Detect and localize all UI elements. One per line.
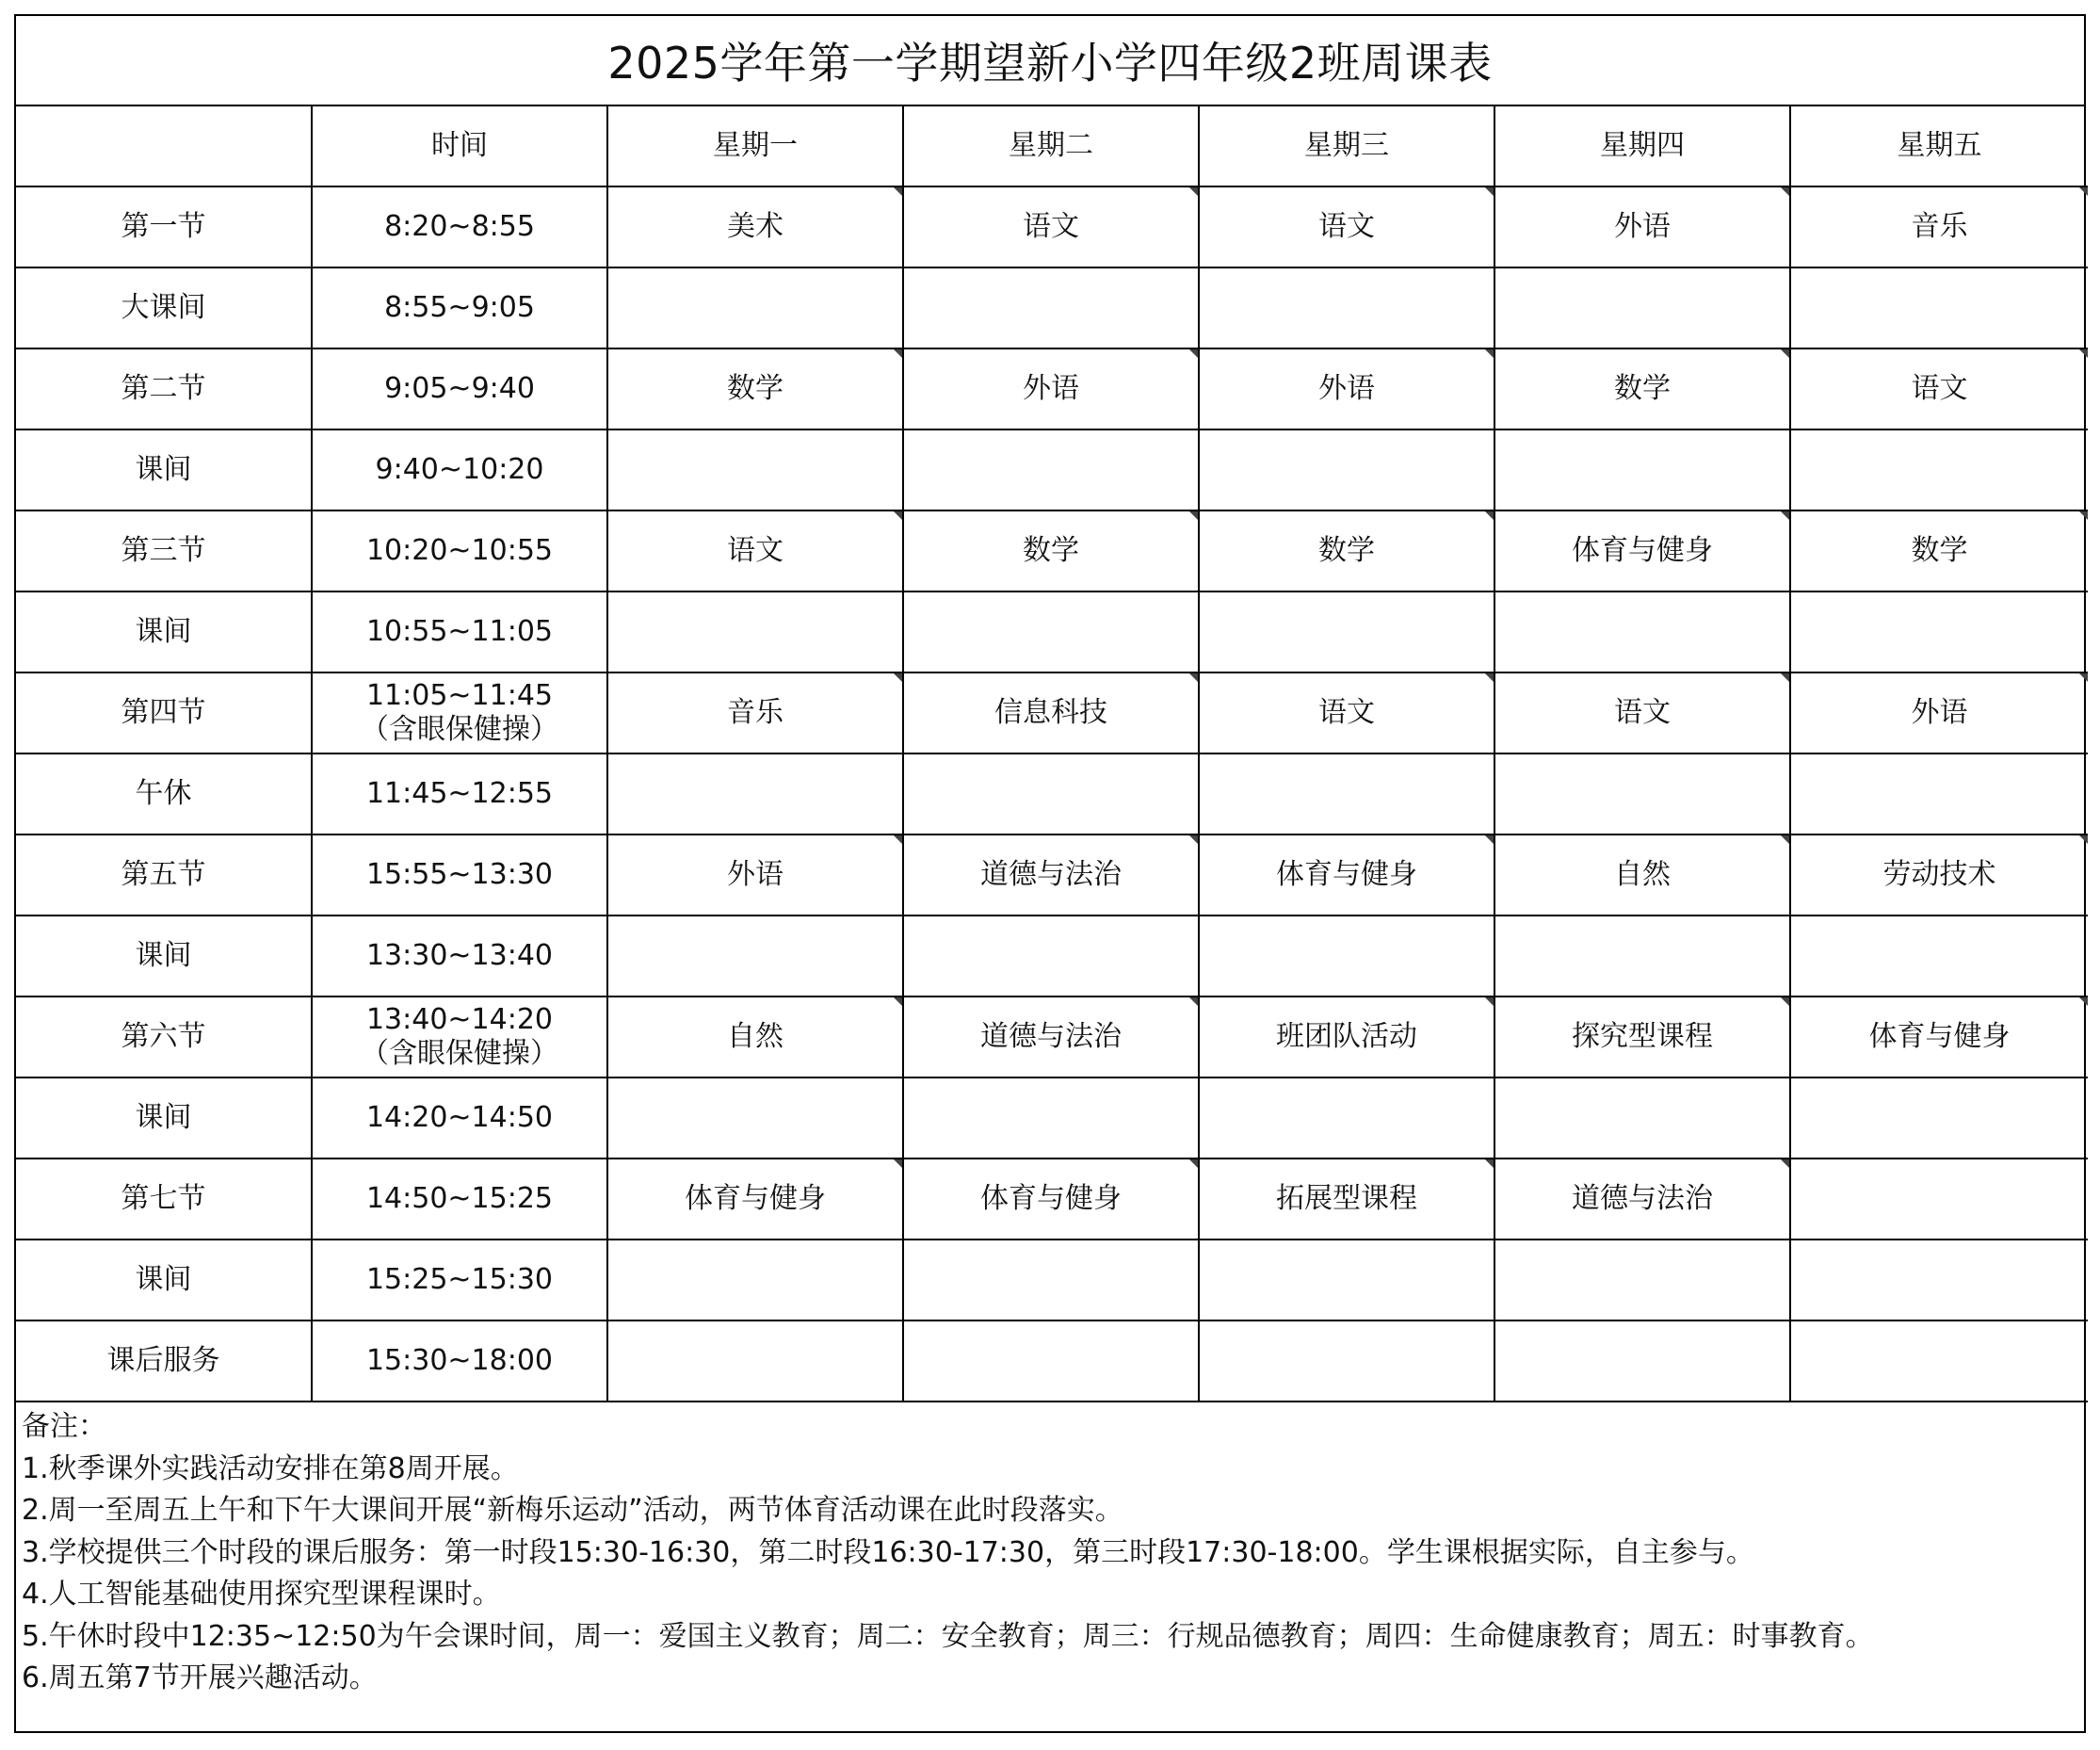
subject-cell-wednesday [1199, 916, 1494, 997]
subject-cell-thursday: 外语 [1494, 186, 1790, 267]
subject-cell-monday: 语文 [607, 510, 903, 591]
subject-cell-thursday [1494, 591, 1790, 672]
subject-cell-monday: 外语 [607, 834, 903, 916]
comment-marker-icon [1485, 511, 1494, 520]
schedule-row [16, 429, 2088, 510]
note-line: 1.秋季课外实践活动安排在第8周开展。 [22, 1451, 519, 1485]
comment-marker-icon [1781, 1159, 1789, 1168]
period-label: 第三节 [16, 510, 312, 591]
schedule-row [16, 1240, 2088, 1321]
comment-marker-icon [1485, 349, 1494, 358]
note-line: 2.周一至周五上午和下午大课间开展“新梅乐运动”活动，两节体育活动课在此时段落实。 [22, 1494, 1123, 1527]
subject-cell-tuesday [903, 429, 1199, 510]
period-label: 课间 [16, 1240, 312, 1321]
period-label: 课后服务 [16, 1321, 312, 1402]
subject-cell-wednesday: 语文 [1199, 672, 1494, 753]
period-label: 第二节 [16, 348, 312, 429]
schedule-row [16, 510, 2088, 591]
header-day-thursday: 星期四 [1494, 106, 1790, 186]
comment-marker-icon [1189, 1159, 1198, 1168]
time-range: 15:30~18:00 [365, 1344, 554, 1377]
subject-cell-wednesday: 体育与健身 [1199, 834, 1494, 916]
subject-cell-friday [1790, 591, 2088, 672]
subject-cell-friday [1790, 1159, 2088, 1240]
period-time [312, 753, 607, 834]
header-day-friday: 星期五 [1790, 106, 2088, 186]
comment-marker-icon [2079, 511, 2088, 520]
subject-cell-thursday: 自然 [1494, 834, 1790, 916]
subject-cell-monday [607, 1078, 903, 1159]
comment-marker-icon [1189, 187, 1198, 196]
time-range: 14:50~15:25 [365, 1182, 554, 1215]
comment-marker-icon [1189, 673, 1198, 682]
subject-cell-thursday [1494, 1321, 1790, 1402]
period-label: 大课间 [16, 267, 312, 348]
period-label: 课间 [16, 591, 312, 672]
period-label: 午休 [16, 753, 312, 834]
comment-marker-icon [1485, 835, 1494, 844]
notes-heading: 备注： [22, 1410, 106, 1443]
subject-cell-monday [607, 1321, 903, 1402]
period-label: 课间 [16, 429, 312, 510]
subject-cell-tuesday [903, 267, 1199, 348]
time-range: 13:40~14:20 [365, 1003, 554, 1036]
comment-marker-icon [2079, 187, 2088, 196]
comment-marker-icon [1189, 997, 1198, 1006]
subject-cell-wednesday [1199, 753, 1494, 834]
header-day-monday: 星期一 [607, 106, 903, 186]
header-row [16, 106, 2088, 186]
header-blank-cell [16, 106, 312, 186]
comment-marker-icon [1189, 835, 1198, 844]
period-label: 第一节 [16, 186, 312, 267]
comment-marker-icon [1485, 997, 1494, 1006]
comment-marker-icon [1189, 511, 1198, 520]
subject-cell-monday [607, 429, 903, 510]
comment-marker-icon [1485, 187, 1494, 196]
note-line: 5.午休时段中12:35~12:50为午会课时间，周一：爱国主义教育；周二：安全教育；周三：行规品德教育；周四：生命健康教育；周五：时事教育。 [22, 1619, 1874, 1653]
subject-cell-wednesday: 数学 [1199, 510, 1494, 591]
comment-marker-icon [894, 511, 902, 520]
comment-marker-icon [1485, 673, 1494, 682]
time-range: 10:20~10:55 [365, 534, 554, 567]
subject-cell-thursday [1494, 916, 1790, 997]
subject-cell-friday [1790, 1321, 2088, 1402]
comment-marker-icon [1485, 1159, 1494, 1168]
schedule-row [16, 1321, 2088, 1402]
comment-marker-icon [1781, 835, 1789, 844]
subject-cell-tuesday [903, 1321, 1199, 1402]
subject-cell-friday: 语文 [1790, 348, 2088, 429]
subject-cell-wednesday: 语文 [1199, 186, 1494, 267]
subject-cell-thursday: 探究型课程 [1494, 997, 1790, 1078]
period-label: 课间 [16, 1078, 312, 1159]
subject-cell-monday: 音乐 [607, 672, 903, 753]
schedule-row [16, 348, 2088, 429]
notes-section [16, 1402, 2084, 1700]
subject-cell-tuesday: 语文 [903, 186, 1199, 267]
note-line: 6.周五第7节开展兴趣活动。 [22, 1661, 378, 1694]
period-time [312, 510, 607, 591]
subject-cell-friday [1790, 267, 2088, 348]
subject-cell-monday: 美术 [607, 186, 903, 267]
period-time [312, 672, 607, 753]
schedule-row [16, 267, 2088, 348]
time-note: （含眼保健操） [361, 713, 558, 746]
time-range: 9:40~10:20 [375, 453, 544, 486]
subject-cell-friday [1790, 1240, 2088, 1321]
time-range: 14:20~14:50 [365, 1101, 554, 1134]
comment-marker-icon [1781, 349, 1789, 358]
schedule-row [16, 186, 2088, 267]
subject-cell-tuesday: 道德与法治 [903, 834, 1199, 916]
subject-cell-friday [1790, 753, 2088, 834]
subject-cell-tuesday: 道德与法治 [903, 997, 1199, 1078]
subject-cell-monday [607, 591, 903, 672]
period-label: 第六节 [16, 997, 312, 1078]
header-time: 时间 [312, 106, 607, 186]
subject-cell-wednesday [1199, 267, 1494, 348]
subject-cell-tuesday [903, 753, 1199, 834]
subject-cell-friday: 数学 [1790, 510, 2088, 591]
period-label: 第五节 [16, 834, 312, 916]
period-label: 第七节 [16, 1159, 312, 1240]
subject-cell-friday: 音乐 [1790, 186, 2088, 267]
comment-marker-icon [894, 673, 902, 682]
period-time [312, 1321, 607, 1402]
period-time [312, 916, 607, 997]
comment-marker-icon [894, 187, 902, 196]
subject-cell-thursday: 道德与法治 [1494, 1159, 1790, 1240]
period-time [312, 1078, 607, 1159]
subject-cell-tuesday [903, 916, 1199, 997]
subject-cell-wednesday: 拓展型课程 [1199, 1159, 1494, 1240]
comment-marker-icon [2079, 835, 2088, 844]
period-time [312, 429, 607, 510]
comment-marker-icon [894, 349, 902, 358]
period-label: 第四节 [16, 672, 312, 753]
schedule-table [16, 106, 2088, 1402]
subject-cell-tuesday [903, 1078, 1199, 1159]
subject-cell-friday: 劳动技术 [1790, 834, 2088, 916]
subject-cell-thursday: 体育与健身 [1494, 510, 1790, 591]
subject-cell-thursday: 数学 [1494, 348, 1790, 429]
subject-cell-thursday [1494, 429, 1790, 510]
schedule-sheet [14, 14, 2086, 1733]
time-note: （含眼保健操） [361, 1037, 558, 1070]
time-range: 15:25~15:30 [365, 1263, 554, 1296]
subject-cell-friday: 外语 [1790, 672, 2088, 753]
subject-cell-monday: 数学 [607, 348, 903, 429]
comment-marker-icon [894, 997, 902, 1006]
subject-cell-wednesday: 外语 [1199, 348, 1494, 429]
schedule-row [16, 753, 2088, 834]
subject-cell-tuesday: 信息科技 [903, 672, 1199, 753]
subject-cell-tuesday: 体育与健身 [903, 1159, 1199, 1240]
subject-cell-wednesday [1199, 591, 1494, 672]
subject-cell-thursday [1494, 1078, 1790, 1159]
time-range: 13:30~13:40 [365, 939, 554, 972]
schedule-title: 2025学年第一学期望新小学四年级2班周课表 [16, 16, 2084, 106]
subject-cell-tuesday: 外语 [903, 348, 1199, 429]
comment-marker-icon [2079, 997, 2088, 1006]
header-day-tuesday: 星期二 [903, 106, 1199, 186]
comment-marker-icon [2079, 673, 2088, 682]
subject-cell-monday: 体育与健身 [607, 1159, 903, 1240]
comment-marker-icon [1781, 187, 1789, 196]
note-line: 4.人工智能基础使用探究型课程课时。 [22, 1578, 501, 1611]
subject-cell-friday [1790, 1078, 2088, 1159]
time-range: 9:05~9:40 [384, 372, 535, 405]
subject-cell-monday [607, 267, 903, 348]
time-range: 10:55~11:05 [365, 615, 554, 648]
schedule-row [16, 997, 2088, 1078]
schedule-row [16, 591, 2088, 672]
schedule-row [16, 1078, 2088, 1159]
subject-cell-wednesday [1199, 429, 1494, 510]
subject-cell-monday [607, 753, 903, 834]
subject-cell-thursday [1494, 753, 1790, 834]
subject-cell-wednesday [1199, 1240, 1494, 1321]
note-line: 3.学校提供三个时段的课后服务：第一时段15:30-16:30，第二时段16:30-17:30，第三时段17:30-18:00。学生课根据实际，自主参与。 [22, 1535, 1754, 1569]
subject-cell-friday: 体育与健身 [1790, 997, 2088, 1078]
subject-cell-monday [607, 916, 903, 997]
comment-marker-icon [2079, 349, 2088, 358]
time-range: 15:55~13:30 [365, 858, 554, 891]
period-time [312, 997, 607, 1078]
subject-cell-friday [1790, 916, 2088, 997]
subject-cell-tuesday [903, 591, 1199, 672]
schedule-row [16, 672, 2088, 753]
period-time [312, 834, 607, 916]
header-day-wednesday: 星期三 [1199, 106, 1494, 186]
period-time [312, 591, 607, 672]
subject-cell-tuesday [903, 1240, 1199, 1321]
subject-cell-thursday [1494, 1240, 1790, 1321]
time-range: 11:45~12:55 [365, 777, 554, 810]
schedule-row [16, 916, 2088, 997]
comment-marker-icon [894, 1159, 902, 1168]
period-time [312, 267, 607, 348]
comment-marker-icon [1781, 511, 1789, 520]
subject-cell-wednesday [1199, 1321, 1494, 1402]
comment-marker-icon [1781, 673, 1789, 682]
period-time [312, 186, 607, 267]
schedule-row [16, 834, 2088, 916]
subject-cell-monday: 自然 [607, 997, 903, 1078]
subject-cell-wednesday: 班团队活动 [1199, 997, 1494, 1078]
schedule-row [16, 1159, 2088, 1240]
subject-cell-thursday: 语文 [1494, 672, 1790, 753]
period-time [312, 348, 607, 429]
time-range: 8:20~8:55 [384, 210, 535, 243]
period-label: 课间 [16, 916, 312, 997]
time-range: 11:05~11:45 [365, 679, 554, 712]
period-time [312, 1240, 607, 1321]
comment-marker-icon [1189, 349, 1198, 358]
time-range: 8:55~9:05 [384, 291, 535, 324]
subject-cell-monday [607, 1240, 903, 1321]
subject-cell-tuesday: 数学 [903, 510, 1199, 591]
subject-cell-friday [1790, 429, 2088, 510]
period-time [312, 1159, 607, 1240]
comment-marker-icon [1781, 997, 1789, 1006]
comment-marker-icon [894, 835, 902, 844]
subject-cell-wednesday [1199, 1078, 1494, 1159]
subject-cell-thursday [1494, 267, 1790, 348]
